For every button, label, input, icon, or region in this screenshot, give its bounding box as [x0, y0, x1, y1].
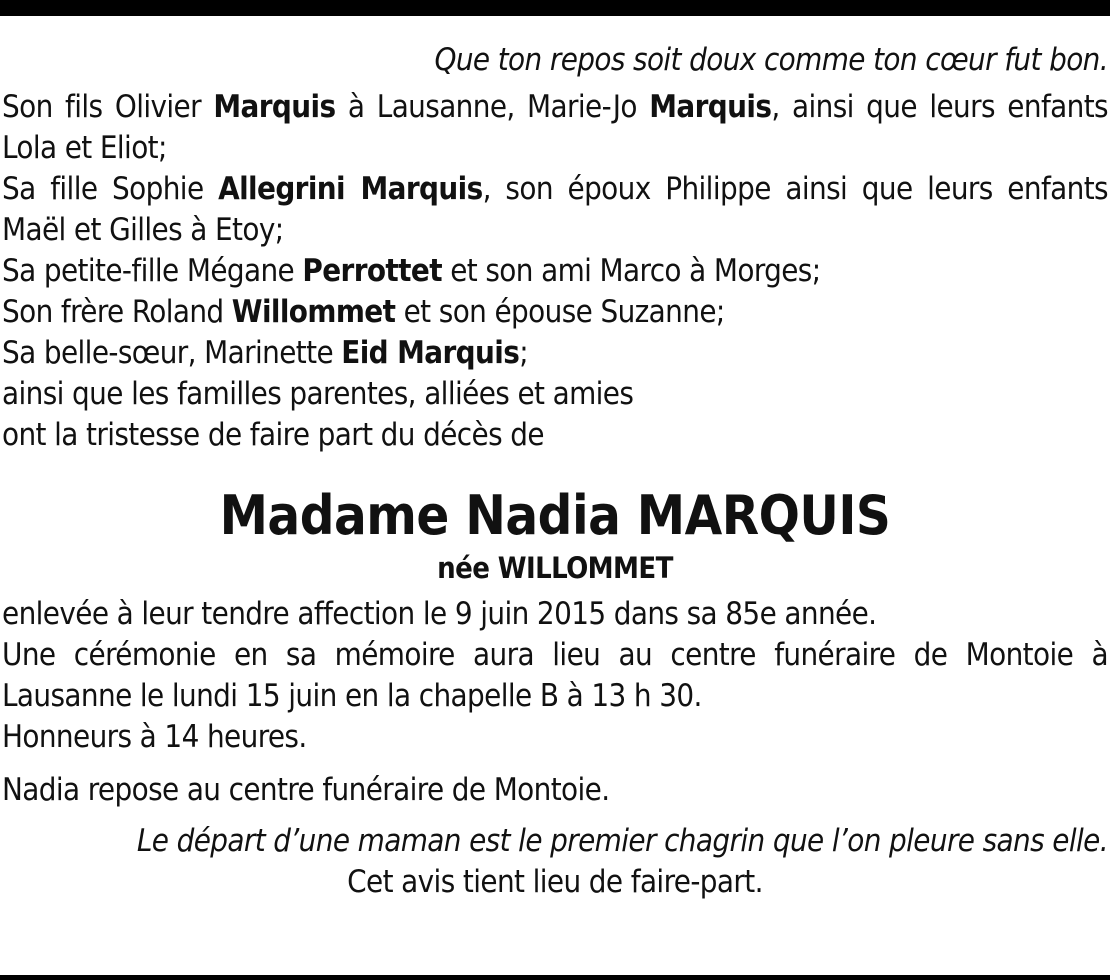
family-line-son-text-3: , ainsi que leurs enfants Lola et Eliot;: [2, 89, 1108, 166]
family-name-willommet: Willommet: [231, 294, 396, 330]
family-name-marquis-2: Marquis: [649, 89, 772, 125]
family-line-sister-in-law-text-2: ;: [519, 335, 529, 371]
family-line-son-text-1: Son fils Olivier: [2, 89, 214, 125]
family-line-brother-text-2: et son épouse Suzanne;: [395, 294, 725, 330]
footer-note: Cet avis tient lieu de faire-part.: [347, 864, 763, 900]
bottom-border-rule: [0, 975, 1110, 980]
family-line-daughter-text-2: , son époux Philippe ainsi que leurs enfants Maël et Gilles à Etoy;: [2, 171, 1108, 248]
resting-place: Nadia repose au centre funéraire de Montoie.: [2, 772, 610, 808]
family-list: [2, 87, 1108, 456]
family-line-granddaughter-text-1: Sa petite-fille Mégane: [2, 253, 303, 289]
family-line-son-text-2: à Lausanne, Marie-Jo: [335, 89, 650, 125]
ceremony-details: Une cérémonie en sa mémoire aura lieu au centre funéraire de Montoie à Lausanne le lundi 15 juin en la chapelle B à 13 h 30.: [2, 637, 1108, 714]
notice-details: [2, 594, 1108, 811]
deceased-name: Madame Nadia MARQUIS: [219, 484, 891, 547]
family-line-brother: [2, 292, 1108, 333]
family-line-granddaughter: [2, 251, 1108, 292]
family-name-perrottet: Perrottet: [302, 253, 442, 289]
family-name-marquis-1: Marquis: [213, 89, 336, 125]
family-line-brother-text-1: Son frère Roland: [2, 294, 232, 330]
family-line-daughter-text-1: Sa fille Sophie: [2, 171, 219, 207]
family-name-eid-marquis: Eid Marquis: [341, 335, 520, 371]
epigraph: Que ton repos soit doux comme ton cœur fut bon.: [434, 42, 1108, 78]
honours-details: Honneurs à 14 heures.: [2, 719, 307, 755]
family-line-granddaughter-text-2: et son ami Marco à Morges;: [441, 253, 821, 289]
family-line-daughter: [2, 169, 1108, 251]
announcement-line: ont la tristesse de faire part du décès de: [2, 417, 544, 453]
death-notice: [2, 40, 1108, 903]
maiden-name: née WILLOMMET: [437, 551, 673, 585]
family-name-allegrini-marquis: Allegrini Marquis: [218, 171, 483, 207]
passing-details: enlevée à leur tendre affection le 9 juin 2015 dans sa 85e année.: [2, 596, 877, 632]
family-line-sister-in-law: [2, 333, 1108, 374]
closing-quote: Le départ d’une maman est le premier chagrin que l’on pleure sans elle.: [136, 823, 1108, 859]
family-line-sister-in-law-text-1: Sa belle-sœur, Marinette: [2, 335, 342, 371]
family-line-relatives: ainsi que les familles parentes, alliées et amies: [2, 376, 634, 412]
top-border-rule: [0, 0, 1110, 16]
family-line-son: [2, 87, 1108, 169]
